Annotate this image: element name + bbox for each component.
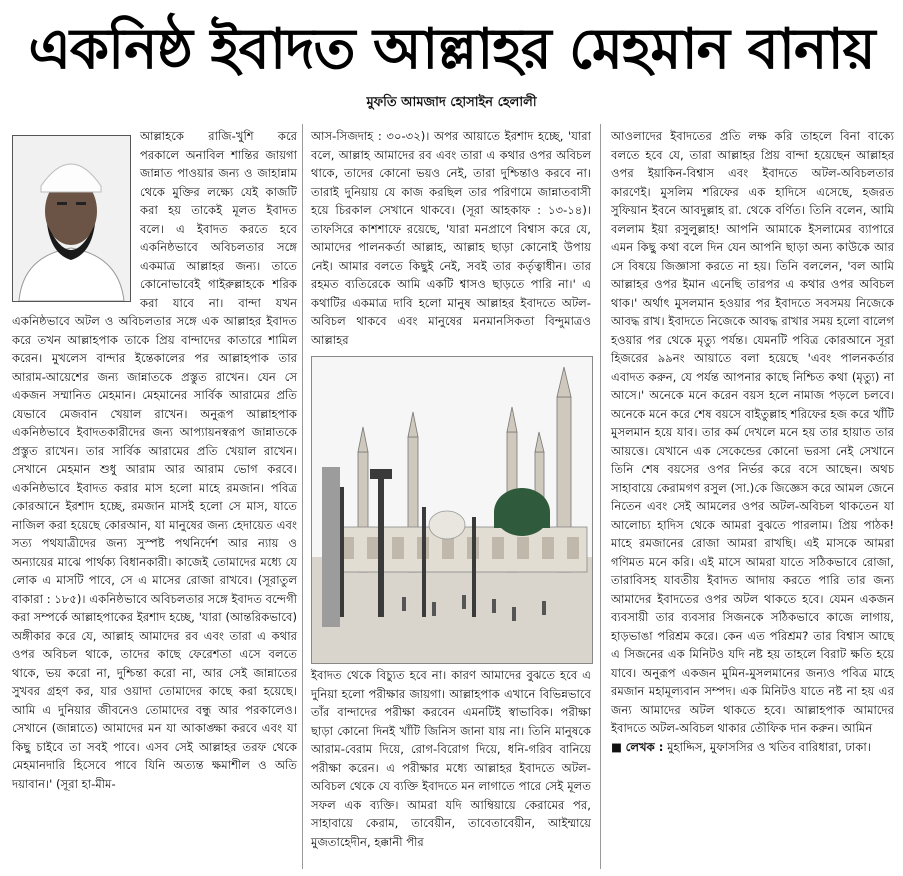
column-2-text-top: আস-সিজদাহ : ৩০-৩২)। অপর আয়াতে ইরশাদ হচ্ছে, 'যারা বলে, আল্লাহ আমাদের রব এবং তারা এ কথার ওপর অবিচল থাকে, তাদের কোনো ভয়ও নেই, তারা দুশ্চিন্তাও করবে না। তারাই দুনিয়ায় যে কাজ করছিল তার পরিণামে জান্নাতবাসী হয়ে চিরকাল সেখানে থাকবে। (সূরা আহকাফ : ১৩-১৪)। তাফসিরে কাশশাফে রয়েছে, 'যারা মনপ্রাণে বিশ্বাস করে যে, আমাদের পালনকর্তা আল্লাহ, আল্লাহ ছাড়া কোনোই উপায় নেই। আমার বলতে কিছুই নেই, সবই তার কর্তৃত্বাধীন। তার রহমত ব্যতিরেকে আমি একটি শ্বাসও ছাড়তে পারি না।' এ কথাটির একমাত্র দাবি হলো মানুষ আল্লাহর ইবাদতে অটল-অবিচল থাকবে এবং মানুষের মনমানসিকতা বিন্দুমাত্রও আল্লাহর [311, 129, 591, 347]
author-byline: মুফতি আমজাদ হোসাইন হেলালী [366, 95, 537, 110]
column-divider [600, 124, 601, 869]
column-divider [302, 124, 303, 869]
column-3-text: আওলাদের ইবাদতের প্রতি লক্ষ করি তাহলে বিনা বাক্যে বলতে হবে যে, তারা আল্লাহর প্রিয় বান্দা হয়েছেন আল্লাহর ওপর ইয়াকিন-বিশ্বাস এবং ইবাদতে অটল-অবিচলতার কারণেই। মুসলিম শরিফের এক হাদিসে এসেছে, হজরত সুফিয়ান ইবনে আবদুল্লাহ রা. থেকে বর্ণিত। তিনি বলেন, আমি বললাম ইয়া রসুলুল্লাহ! আপনি আমাকে ইসলামের ব্যাপারে এমন কিছু কথা বলে দিন যেন আপনি ছাড়া অন্য কাউকে আর সে বিষয়ে জিজ্ঞাসা করতে না হয়। তিনি বললেন, 'বল আমি আল্লাহর ওপর ইমান এনেছি তারপর এ কথার ওপর অবিচল থাক।' অর্থাৎ মুসলমান হওয়ার পর ইবাদতে সবসময় নিজেকে আবদ্ধ রাখ। ইবাদতে নিজেকে আবদ্ধ রাখার সময় হলো বালেগ হওয়ার পর থেকে মৃত্যু পর্যন্ত। যেমনটি পবিত্র কোরআনে সূরা হিজরের ৯৯নং আয়াতে বলা হয়েছে 'এবং পালনকর্তার এবাদত করুন, যে পর্যন্ত আপনার কাছে নিশ্চিত কথা (মৃত্যু) না আসে।' অনেকে মনে করেন বয়স হলে নামাজ পড়লে চলবে। অনেকে মনে করে শেষ বয়সে বাইতুল্লাহ শরিফের হজ করে খাঁটি মুসলমান হয়ে যাব। তার কর্ম দেখলে মনে হয় তার হায়াত তার আয়ত্তে। যেখানে এক সেকেন্ডের কোনো ভরসা নেই সেখানে তিনি শেষ বয়সের ওপর নির্ভর করে বসে আছেন। অথচ সাহাবায়ে কেরামগণ রসুল (সা.)কে জিজ্ঞেস করে আমল জেনে নিতেন এবং সেই আমলের ওপর অটল-অবিচল থাকতেন যা আলোচ্য হাদিস থেকে আমরা বুঝতে পারলাম। প্রিয় পাঠক! মাহে রমজানের রোজা আমরা রাখছি। এই মাসকে আমরা গণিমত মনে করি। এই মাসে আমরা যাতে সঠিকভাবে রোজা, তারাবিসহ যাবতীয় ইবাদত আদায় করতে পারি তার জন্য আমাদের ইবাদতের ওপর অটল থাকতে হবে। যেমন একজন ব্যবসায়ী তার ব্যবসার সিজনকে সঠিকভাবে কাজে লাগায়, হাড়ভাঙা পরিশ্রম করে। কেন এত পরিশ্রম? তার বিশ্বাস আছে এ সিজনের এক মিনিটও যদি নষ্ট হয় তাহলে বিরাট ক্ষতি হয়ে যাবে। অনুরূপ একজন মুমিন-মুসলমানের জন্যও পবিত্র মাহে রমজান মহামূল্যবান সম্পদ। এক মিনিটও যাতে নষ্ট না হয় এর জন্য আমাদের অটল থাকতে হবে। আল্লাহপাক আমাদের ইবাদতে অটল-অবিচল থাকার তৌফিক দান করুন। আমিন [611, 129, 894, 735]
author-portrait [12, 135, 131, 302]
article-column-1 [12, 127, 297, 872]
mosque-photo [311, 356, 593, 664]
author-note-label: লেখক : [625, 739, 664, 754]
author-note-marker: ■ [611, 739, 622, 754]
article-column-3 [611, 127, 894, 872]
column-1-text: আল্লাহকে রাজি-খুশি করে পরকালে অনাবিল শান্তির জায়গা জান্নাত পাওয়ার জন্য ও জাহান্নাম থেকে মুক্তির লক্ষ্যে যেই কাজটি করা হয় তাকেই মূলত ইবাদত বলে। এ ইবাদত করতে হবে একনিষ্ঠভাবে অবিচলতার সঙ্গে একমাত্র আল্লাহর জন্য। তাতে কোনোভাবেই গাইরুল্লাহকে শরিক করা যাবে না। বান্দা যখন একনিষ্ঠভাবে অটল ও অবিচলতার সঙ্গে এক আল্লাহর ইবাদত করে তখন আল্লাহপাক তাকে প্রিয় বান্দাদের কাতারে শামিল করেন। মুখলেস বান্দার ইন্তেকালের পর আল্লাহপাক তার আরাম-আয়েশের জন্য জান্নাতকে প্রস্তুত রাখেন। যেন সে একজন সম্মানিত মেহমান। মেহমানের সার্বিক আরামের প্রতি যেভাবে মেজবান খেয়াল রাখেন। অনুরূপ আল্লাহপাক একনিষ্ঠভাবে ইবাদতকারীদের জন্য আপ্যায়নস্বরূপ জান্নাতকে প্রস্তুত রাখেন। তার সার্বিক আরামের প্রতি খেয়াল রাখেন। সেখানে মেহমান শুধু আরাম আর আরাম ভোগ করবে। একনিষ্ঠভাবে ইবাদত করার মাস হলো মাহে রমজান। পবিত্র কোরআনে ইরশাদ হচ্ছে, রমজান মাসই হলো সে মাস, যাতে নাজিল করা হয়েছে কোরআন, যা মানুষের জন্য হেদায়েত এবং সত্য পথযাত্রীদের জন্য সুস্পষ্ট পথনির্দেশ আর ন্যায় ও অন্যায়ের মাঝে পার্থক্য বিধানকারী। কাজেই তোমাদের মধ্যে যে লোক এ মাসটি পাবে, সে এ মাসের রোজা রাখবে। (সূরাতুল বাকারা : ১৮৫)। একনিষ্ঠভাবে অবিচলতার সঙ্গে ইবাদত বন্দেগী করা সম্পর্কে আল্লাহপাকের ইরশাদ হচ্ছে, 'যারা (আন্তরিকভাবে) অঙ্গীকার করে যে, আল্লাহ আমাদের রব এবং তারা এ কথার ওপর অবিচল থাকে, তাদের কাছে ফেরেশতা এসে বলতে থাকে, ভয় করো না, দুশ্চিন্তা করো না, আর সেই জান্নাতের সুখবর গ্রহণ কর, যার ওয়াদা তোমাদের কাছে করা হয়েছে। আমি এ দুনিয়ার জীবনেও তোমাদের বন্ধু আর পরকালেও। সেখানে (জান্নাতে) আমাদের মন যা আকাঙ্ক্ষা করবে এবং যা কিছু চাইবে তা সবই পাবে। এসব সেই আল্লাহর তরফ থেকে মেহমানদারি হিসেবে পাবে যিনি অত্যন্ত ক্ষমাশীল ও অতি দয়াবান।' (সূরা হা-মীম- [12, 129, 297, 791]
article-column-2-bottom [311, 666, 591, 851]
article-column-2 [311, 127, 591, 349]
author-note-text: মুহাদ্দিস, মুফাসসির ও খতিব বারিধারা, ঢাকা। [667, 739, 871, 754]
column-2-text-bottom: ইবাদত থেকে বিচ্যুত হবে না। কারণ আমাদের বুঝতে হবে এ দুনিয়া হলো পরীক্ষার জায়গা। আল্লাহপাক এখানে বিভিন্নভাবে তাঁর বান্দাদের পরীক্ষা করবেন এমনটিই স্বাভাবিক। পরীক্ষা ছাড়া কোনো দিনই খাঁটি জিনিস জানা যায় না। তিনি মানুষকে আরাম-বেরাম দিয়ে, রোগ-বিরোগ দিয়ে, ধনি-গরিব বানিয়ে পরীক্ষা করেন। এ পরীক্ষার মধ্যে আল্লাহর ইবাদতে অটল-অবিচল থেকে যে ব্যক্তি ইবাদতে মন লাগাতে পারে সেই মূলত সফল এক ব্যক্তি। আমরা যদি আম্বিয়ায়ে কেরামের পর, সাহাবায়ে কেরাম, তাবেয়ীন, তাবেতাবেয়ীন, আইম্মায়ে মুজতাহেদীন, হক্কানী পীর [311, 668, 591, 849]
author-note [611, 738, 894, 757]
article-headline: একনিষ্ঠ ইবাদত আল্লাহর মেহমান বানায় [28, 17, 875, 82]
